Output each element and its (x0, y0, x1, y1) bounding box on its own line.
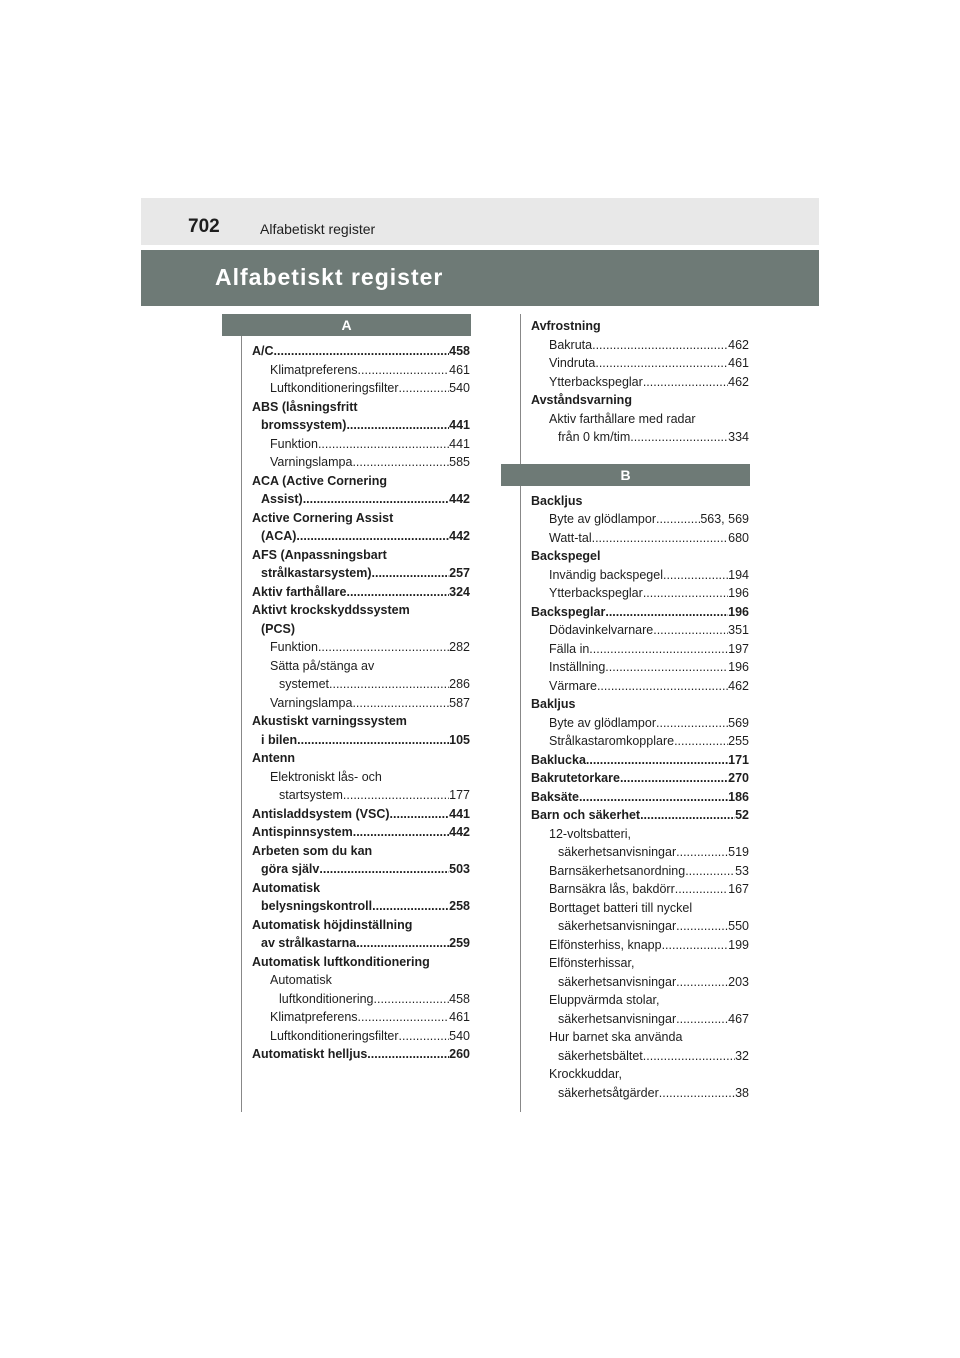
index-entry: Barnsäkerhetsanordning ..... 53 (531, 862, 749, 881)
index-entry: Aktiv farthållare ..... 324 (252, 583, 470, 602)
index-entry: Backspeglar ..... 196 (531, 603, 749, 622)
index-entry: 12-voltsbatteri, (549, 826, 631, 841)
header-band (141, 198, 819, 245)
index-entry: göra själv ..... 503 (252, 860, 470, 879)
index-entry: Automatisk (252, 880, 321, 895)
index-entry: Watt-tal ..... 680 (531, 529, 749, 548)
index-entry: säkerhetsåtgärder ..... 38 (531, 1084, 749, 1103)
index-entry: Eluppvärmda stolar, (549, 993, 660, 1007)
index-entry: Klimatpreferens ..... 461 (252, 1008, 470, 1027)
index-entry: Automatisk (270, 973, 332, 987)
index-entry: belysningskontroll ..... 258 (252, 897, 470, 916)
index-entry: Fälla in ..... 197 (531, 640, 749, 659)
index-entry: Bakrutetorkare ..... 270 (531, 769, 749, 788)
index-entry: Automatisk luftkonditionering (252, 954, 430, 969)
index-entry: Byte av glödlampor ..... 563, 569 (531, 510, 749, 529)
index-entry: Elfönsterhiss, knapp ..... 199 (531, 936, 749, 955)
index-entry: Vindruta ..... 461 (531, 354, 749, 373)
index-entry: Barn och säkerhet ..... 52 (531, 806, 749, 825)
index-entry: Avståndsvarning (531, 393, 632, 407)
index-entry: Hur barnet ska använda (549, 1030, 683, 1044)
index-entry: Bakljus (531, 697, 576, 711)
index-entry: Aktivt krockskyddssystem (252, 603, 410, 617)
index-entry: Assist) ..... 442 (252, 490, 470, 509)
index-entry: säkerhetsanvisningar ..... 519 (531, 843, 749, 862)
index-entry: Avfrostning (531, 319, 601, 333)
page-title: Alfabetiskt register (215, 264, 444, 290)
index-entry: Elfönsterhissar, (549, 956, 635, 970)
index-entry: Antisladdsystem (VSC) ..... 441 (252, 805, 470, 824)
index-entry: Ytterbackspeglar ..... 196 (531, 584, 749, 603)
index-entry: Aktiv farthållare med radar (549, 411, 696, 426)
index-entry: Klimatpreferens ..... 461 (252, 361, 470, 380)
index-entry: Antenn (252, 751, 296, 765)
title-band (141, 250, 819, 306)
header-section-label: Alfabetiskt register (260, 221, 376, 237)
index-entry: A/C ..... 458 (252, 342, 470, 361)
index-entry: Funktion ..... 441 (252, 435, 470, 454)
index-entry: Barnsäkra lås, bakdörr ..... 167 (531, 880, 749, 899)
page-number: 702 (188, 216, 220, 237)
index-entry: Ytterbackspeglar ..... 462 (531, 373, 749, 392)
index-entry: Strålkastaromkopplare ..... 255 (531, 732, 749, 751)
index-entry: i bilen ..... 105 (252, 731, 470, 750)
index-entry: Luftkonditioneringsfilter ..... 540 (252, 1027, 470, 1046)
left-column-rule (241, 314, 242, 1112)
index-entry: bromssystem) ..... 441 (252, 416, 470, 435)
index-entry: Antispinnsystem ..... 442 (252, 823, 470, 842)
index-entry: säkerhetsanvisningar ..... 467 (531, 1010, 749, 1029)
index-entry: systemet ..... 286 (252, 675, 470, 694)
index-entry: från 0 km/tim ..... 334 (531, 428, 749, 447)
index-entry: Baklucka ..... 171 (531, 751, 749, 770)
index-entry: Krockkuddar, (549, 1067, 622, 1081)
index-column-right (531, 317, 749, 1102)
index-entry: AFS (Anpassningsbart (252, 547, 387, 562)
index-column-left (252, 314, 470, 1064)
index-entry: Funktion ..... 282 (252, 638, 470, 657)
index-entry: Akustiskt varningssystem (252, 714, 407, 728)
index-entry: säkerhetsanvisningar ..... 550 (531, 917, 749, 936)
right-column-rule (520, 314, 521, 1112)
letter-heading-a: A (222, 314, 471, 336)
index-entry: Elektroniskt lås- och (270, 769, 382, 784)
index-entry: Backljus (531, 493, 583, 508)
index-entry: Baksäte ..... 186 (531, 788, 749, 807)
index-entry: Varningslampa ..... 585 (252, 453, 470, 472)
index-entry: Byte av glödlampor ..... 569 (531, 714, 749, 733)
index-entry: (PCS) (261, 621, 296, 636)
index-entry: säkerhetsbältet ..... 32 (531, 1047, 749, 1066)
index-entry: Active Cornering Assist (252, 510, 394, 525)
index-entry: luftkonditionering ..... 458 (252, 990, 470, 1009)
index-entry: startsystem ..... 177 (252, 786, 470, 805)
index-entry: Backspegel (531, 549, 601, 563)
index-entry: Arbeten som du kan (252, 843, 373, 858)
index-entry: Bakruta ..... 462 (531, 336, 749, 355)
index-entry: ABS (låsningsfritt (252, 399, 358, 414)
index-entry: Invändig backspegel ..... 194 (531, 566, 749, 585)
index-entry: Automatiskt helljus ..... 260 (252, 1045, 470, 1064)
index-entry: Borttaget batteri till nyckel (549, 900, 693, 915)
index-entry: säkerhetsanvisningar ..... 203 (531, 973, 749, 992)
letter-heading-b: B (501, 464, 750, 486)
index-entry: Automatisk höjdinställning (252, 917, 413, 932)
index-entry: Inställning ..... 196 (531, 658, 749, 677)
index-entry: Dödavinkelvarnare ..... 351 (531, 621, 749, 640)
index-entry: av strålkastarna ..... 259 (252, 934, 470, 953)
index-entry: Varningslampa ..... 587 (252, 694, 470, 713)
index-entry: Sätta på/stänga av (270, 658, 375, 673)
index-entry: ACA (Active Cornering (252, 473, 387, 488)
index-entry: (ACA) ..... 442 (252, 527, 470, 546)
index-entry: Luftkonditioneringsfilter ..... 540 (252, 379, 470, 398)
index-entry: strålkastarsystem) ..... 257 (252, 564, 470, 583)
index-entry: Värmare ..... 462 (531, 677, 749, 696)
